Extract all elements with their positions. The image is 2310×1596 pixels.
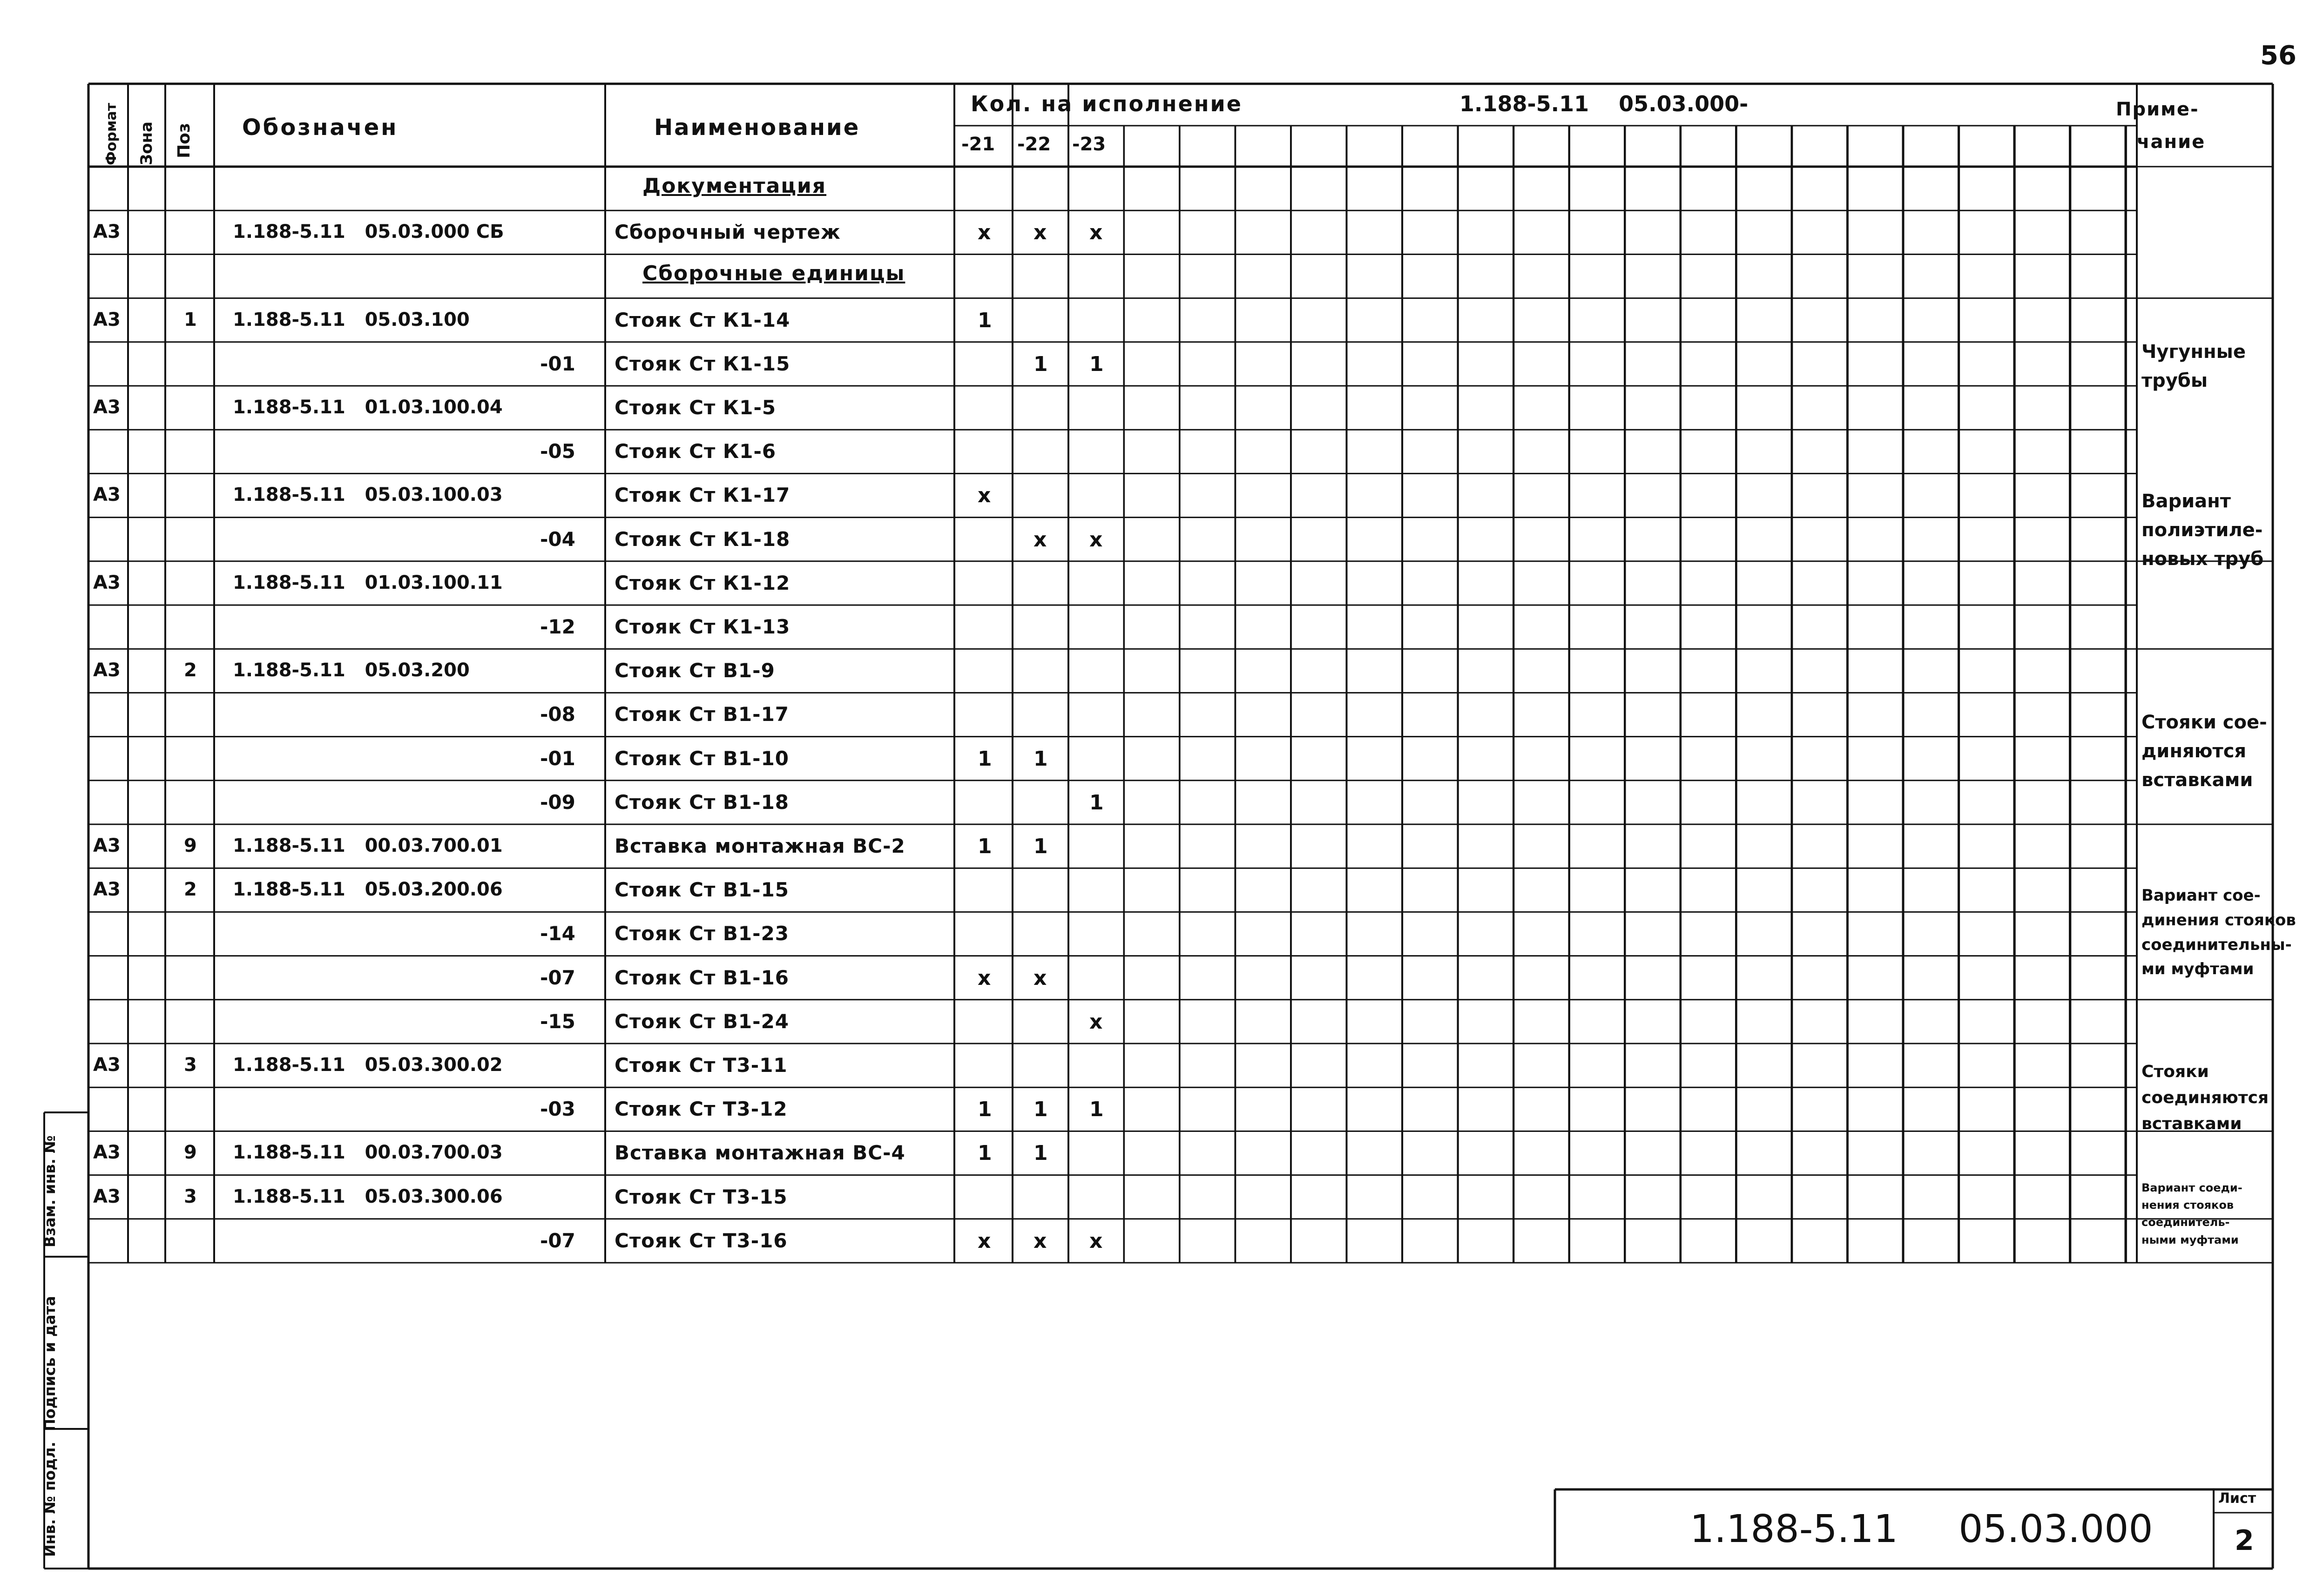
title-doc-code: 1.188-5.11 05.03.000 [1690, 1507, 2153, 1551]
row-name: Стояк Ст В1-18 [615, 790, 790, 814]
row-pos: 9 [184, 1142, 197, 1164]
note-line: Стояки сое- [2141, 712, 2267, 734]
row-name: Стояк Ст К1-17 [615, 484, 790, 507]
row-quantity: 1 [1033, 835, 1048, 858]
row-designation-suffix: -07 [540, 1229, 575, 1252]
row-quantity: 1 [1033, 1141, 1048, 1165]
section-heading: Документация [642, 174, 827, 198]
note-text [2141, 708, 2267, 795]
note-text [2141, 883, 2296, 982]
row-name: Вставка монтажная ВС-2 [615, 835, 905, 857]
row-name: Стояк Ст В1-15 [615, 878, 790, 902]
row-designation: 1.188-5.11 05.03.100.03 [233, 484, 503, 506]
row-quantity: x [1089, 1229, 1103, 1253]
row-format: А3 [93, 1054, 121, 1076]
row-quantity: x [1033, 966, 1047, 990]
note-line: соединительны- [2141, 935, 2292, 954]
row-quantity: 1 [1089, 790, 1104, 815]
header-variant: -21 [961, 134, 995, 155]
side-label-inv-podl: Инв. № подл. [41, 1441, 59, 1557]
row-name: Стояк Ст В1-23 [615, 922, 790, 945]
row-format: А3 [93, 484, 121, 506]
row-designation-suffix: -08 [540, 703, 575, 726]
row-name: Стояк Ст К1-12 [615, 571, 790, 594]
row-pos: 3 [184, 1054, 197, 1076]
row-quantity: x [1089, 1010, 1103, 1034]
title-sheet-number: 2 [2235, 1524, 2254, 1557]
row-designation: 1.188-5.11 00.03.700.01 [233, 835, 503, 856]
row-quantity: x [978, 221, 991, 245]
row-format: А3 [93, 835, 121, 856]
note-line: Вариант [2141, 490, 2231, 512]
row-designation-suffix: -03 [540, 1098, 575, 1121]
row-quantity: x [1033, 1229, 1047, 1253]
note-line: Стояки [2141, 1062, 2209, 1081]
row-designation-suffix: -01 [540, 747, 575, 770]
side-label-podpis: Подпись и дата [41, 1296, 59, 1431]
row-quantity: 1 [978, 747, 992, 771]
row-quantity: 1 [1033, 1098, 1048, 1122]
header-qty-code: 1.188-5.11 05.03.000- [1459, 91, 1749, 116]
note-line: вставками [2141, 769, 2253, 791]
row-designation-suffix: -15 [540, 1010, 575, 1033]
row-pos: 1 [184, 309, 197, 330]
row-name: Стояк Ст Т3-15 [615, 1185, 788, 1208]
header-note-line2: чание [2137, 131, 2206, 153]
row-designation: 1.188-5.11 05.03.200 [233, 660, 470, 681]
note-line: ными муфтами [2141, 1233, 2239, 1246]
row-format: А3 [93, 660, 121, 681]
row-name: Стояк Ст К1-14 [615, 308, 790, 331]
row-quantity: 1 [978, 1098, 992, 1122]
row-name: Стояк Ст В1-16 [615, 966, 790, 989]
note-text [2141, 337, 2246, 395]
row-format: А3 [93, 221, 121, 243]
header-note-line1: Приме- [2116, 99, 2199, 120]
row-name: Стояк Ст К1-18 [615, 527, 790, 551]
note-line: Вариант сое- [2141, 886, 2261, 905]
row-designation-suffix: -01 [540, 352, 575, 375]
row-quantity: x [978, 1229, 991, 1253]
note-line: соединитель- [2141, 1216, 2230, 1229]
row-pos: 2 [184, 660, 197, 681]
row-designation: 1.188-5.11 05.03.300.02 [233, 1054, 503, 1076]
header-name: Наименование [654, 114, 860, 141]
row-quantity: 1 [978, 308, 992, 332]
row-designation: 1.188-5.11 05.03.200.06 [233, 879, 503, 901]
note-line: динения стояков [2141, 910, 2296, 929]
row-name: Стояк Ст В1-24 [615, 1010, 790, 1033]
row-format: А3 [93, 879, 121, 901]
note-line: ми муфтами [2141, 960, 2254, 979]
row-name: Вставка монтажная ВС-4 [615, 1141, 905, 1165]
row-pos: 3 [184, 1185, 197, 1207]
row-pos: 9 [184, 835, 197, 856]
row-designation-suffix: -14 [540, 922, 575, 945]
row-format: А3 [93, 397, 121, 418]
row-quantity: 1 [1089, 352, 1104, 376]
row-designation: 1.188-5.11 05.03.100 [233, 309, 470, 330]
section-heading: Сборочные единицы [642, 262, 905, 286]
row-designation: 1.188-5.11 00.03.700.03 [233, 1142, 503, 1164]
note-line: вставками [2141, 1114, 2242, 1133]
row-format: А3 [93, 1185, 121, 1207]
row-name: Стояк Ст В1-17 [615, 703, 790, 726]
row-name: Стояк Ст В1-9 [615, 659, 775, 682]
row-name: Стояк Ст Т3-12 [615, 1098, 788, 1121]
row-quantity: x [978, 966, 991, 990]
row-name: Стояк Ст В1-10 [615, 747, 790, 770]
header-zone: Зона [137, 121, 156, 165]
note-text [2141, 487, 2263, 573]
row-name: Стояк Ст К1-6 [615, 440, 777, 463]
row-designation-suffix: -12 [540, 615, 575, 638]
row-name: Сборочный чертеж [615, 221, 841, 244]
row-quantity: x [1089, 221, 1103, 245]
header-format: Формат [103, 103, 120, 165]
row-pos: 2 [184, 879, 197, 901]
title-sheet-label: Лист [2218, 1490, 2256, 1507]
note-line: нения стояков [2141, 1199, 2234, 1212]
row-designation-suffix: -05 [540, 440, 575, 463]
note-text [2141, 1059, 2269, 1137]
note-line: Чугунные [2141, 341, 2246, 363]
note-text [2141, 1179, 2242, 1249]
row-quantity: 1 [978, 835, 992, 858]
row-format: А3 [93, 572, 121, 593]
note-line: полиэтиле- [2141, 519, 2263, 541]
header-pos: Поз [175, 123, 194, 158]
row-name: Стояк Ст К1-13 [615, 615, 790, 638]
row-name: Стояк Ст Т3-16 [615, 1229, 788, 1252]
header-qty-title: Кол. на исполнение [971, 91, 1243, 116]
row-quantity: x [978, 484, 991, 508]
row-name: Стояк Ст Т3-11 [615, 1054, 788, 1077]
row-quantity: x [1089, 527, 1103, 552]
row-name: Стояк Ст К1-5 [615, 396, 777, 419]
row-designation: 1.188-5.11 05.03.300.06 [233, 1185, 503, 1207]
note-line: соединяются [2141, 1088, 2269, 1107]
row-quantity: 1 [1089, 1098, 1104, 1122]
row-designation: 1.188-5.11 05.03.000 СБ [233, 221, 504, 243]
header-variant: -22 [1017, 134, 1051, 155]
row-format: А3 [93, 1142, 121, 1164]
header-designation: Обозначен [242, 114, 399, 141]
row-quantity: 1 [1033, 352, 1048, 376]
header-variant: -23 [1072, 134, 1106, 155]
note-line: диняются [2141, 741, 2247, 762]
row-quantity: x [1033, 221, 1047, 245]
side-label-vzam: Взам. инв. № [41, 1135, 59, 1247]
row-designation-suffix: -04 [540, 527, 575, 551]
row-format: А3 [93, 309, 121, 330]
note-line: Вариант соеди- [2141, 1181, 2242, 1195]
note-line: трубы [2141, 370, 2208, 392]
row-quantity: 1 [978, 1141, 992, 1165]
row-quantity: 1 [1033, 747, 1048, 771]
row-designation-suffix: -07 [540, 966, 575, 989]
row-designation-suffix: -09 [540, 790, 575, 814]
row-designation: 1.188-5.11 01.03.100.11 [233, 572, 503, 593]
page-number: 56 [2260, 40, 2296, 71]
row-designation: 1.188-5.11 01.03.100.04 [233, 397, 503, 418]
note-line: новых труб [2141, 548, 2264, 570]
row-name: Стояк Ст К1-15 [615, 352, 790, 375]
row-quantity: x [1033, 527, 1047, 552]
